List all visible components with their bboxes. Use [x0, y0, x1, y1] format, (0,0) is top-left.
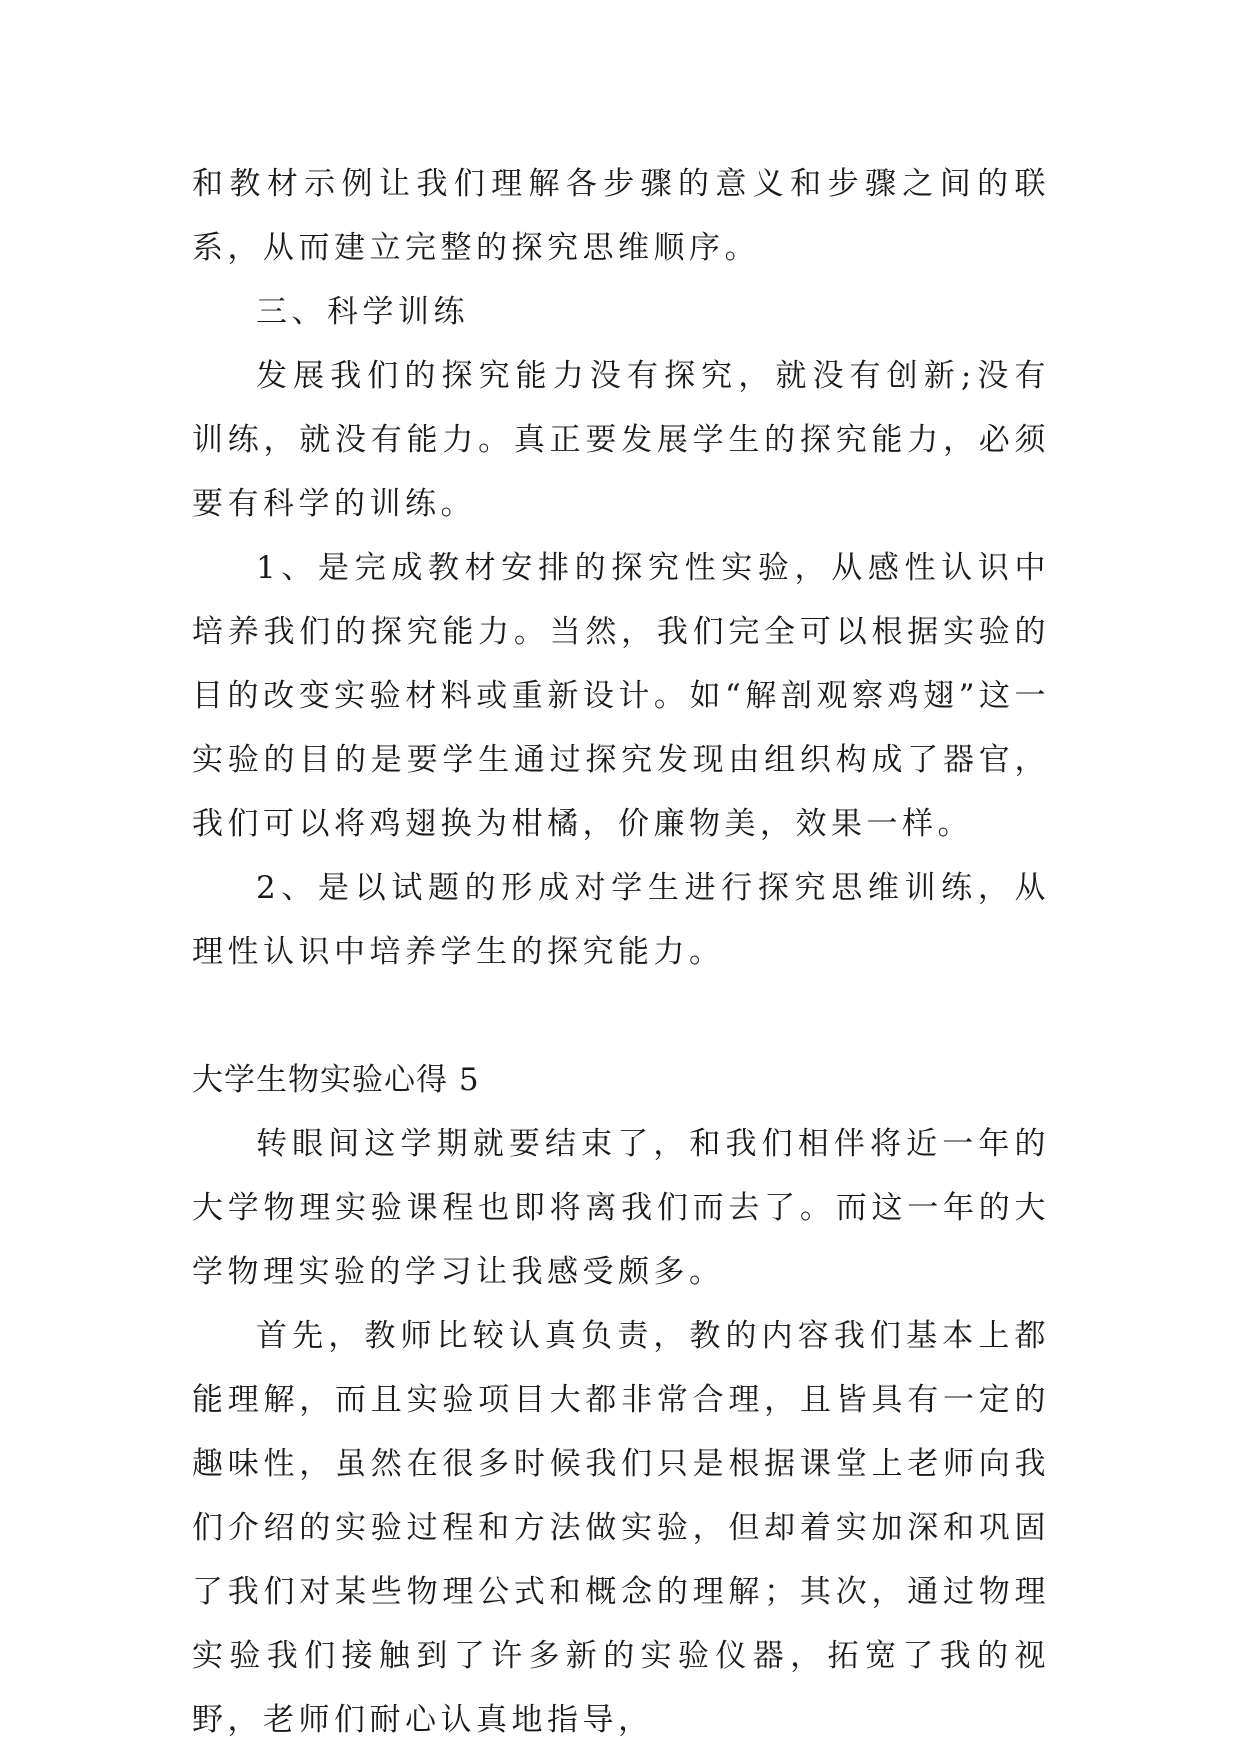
section-heading-science-training: 三、科学训练: [256, 294, 469, 330]
paragraph-intro: 转眼间这学期就要结束了，和我们相伴将近一年的大学物理实验课程也即将离我们而去了。而这一年的大学物理实验的学习让我感受颇多。: [192, 1126, 1050, 1290]
paragraph-item-2: 2、是以试题的形成对学生进行探究思维训练，从理性认识中培养学生的探究能力。: [192, 870, 1050, 970]
paragraph-first-reflection: 首先，教师比较认真负责，教的内容我们基本上都能理解，而且实验项目大都非常合理，且皆具有一定的趣味性，虽然在很多时候我们只是根据课堂上老师向我们介绍的实验过程和方法做实验，但却着实加深和巩固了我们对某些物理公式和概念的理解；其次，通过物理实验我们接触到了许多新的实验仪器，拓宽了我的视野，老师们耐心认真地指导，: [192, 1318, 1050, 1738]
paragraph-training-intro: 发展我们的探究能力没有探究，就没有创新;没有训练，就没有能力。真正要发展学生的探究能力，必须要有科学的训练。: [192, 358, 1050, 522]
paragraph-item-1: 1、是完成教材安排的探究性实验，从感性认识中培养我们的探究能力。当然，我们完全可以根据实验的目的改变实验材料或重新设计。如“解剖观察鸡翅”这一实验的目的是要学生通过探究发现由组织构成了器官，我们可以将鸡翅换为柑橘，价廉物美，效果一样。: [192, 550, 1050, 842]
paragraph-continuation: 和教材示例让我们理解各步骤的意义和步骤之间的联系，从而建立完整的探究思维顺序。: [192, 166, 1050, 266]
document-page: [192, 152, 1050, 1752]
section-title: 大学生物实验心得 5: [192, 1062, 480, 1098]
